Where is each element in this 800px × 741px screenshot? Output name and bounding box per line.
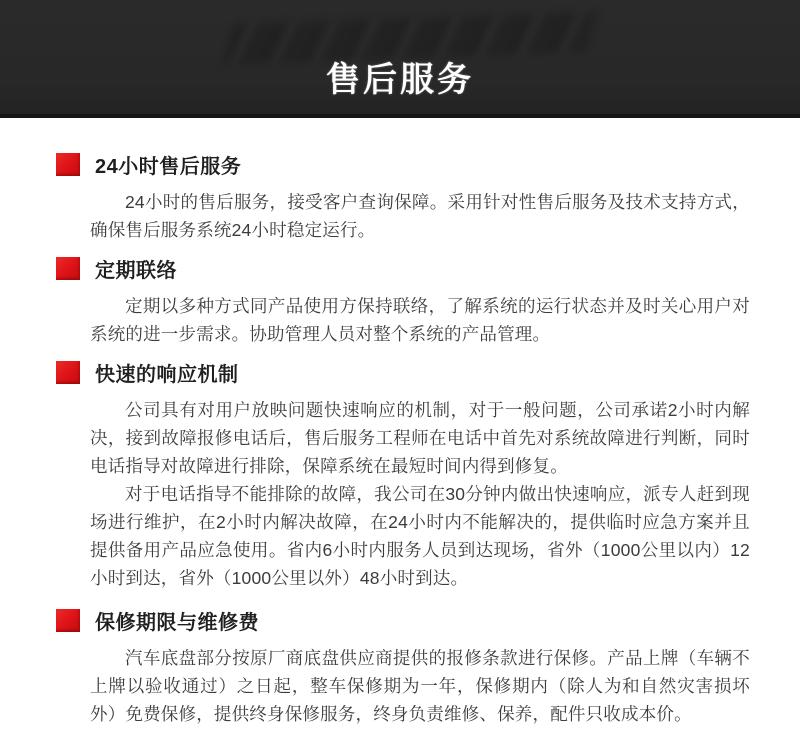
section-heading: 定期联络	[95, 260, 177, 282]
section-heading: 保修期限与维修费	[95, 612, 259, 634]
red-square-bullet-icon	[56, 257, 80, 280]
red-square-bullet-icon	[56, 153, 80, 176]
section-header	[0, 254, 800, 283]
section-paragraph: 对于电话指导不能排除的故障，我公司在30分钟内做出快速响应，派专人赶到现场进行维护，在2小时内解决故障，在24小时内不能解决的，提供临时应急方案并且提供备用产品应急使用。省内6小时内服务人员到达现场，省外（1000公里以内）12小时到达，省外（1000公里以外）48小时到达。	[90, 484, 750, 588]
page-title: 售后服务	[326, 61, 474, 99]
section-fast-response	[0, 358, 800, 592]
red-square-bullet-icon	[56, 361, 80, 384]
red-square-bullet-icon	[56, 609, 80, 632]
section-regular-contact	[0, 254, 800, 348]
section-heading: 快速的响应机制	[95, 364, 239, 386]
section-paragraph: 公司具有对用户放映问题快速响应的机制，对于一般问题，公司承诺2小时内解决，接到故障报修电话后，售后服务工程师在电话中首先对系统故障进行判断，同时电话指导对故障进行排除，保障系统在最短时间内得到修复。	[90, 400, 750, 476]
section-paragraph: 24小时的售后服务，接受客户查询保障。采用针对性售后服务及技术支持方式，确保售后服务系统24小时稳定运行。	[90, 192, 750, 240]
section-header	[0, 358, 800, 387]
section-header	[0, 606, 800, 635]
page-header-banner	[0, 0, 800, 118]
section-heading: 24小时售后服务	[95, 156, 242, 178]
section-24h-after-sales	[0, 150, 800, 244]
section-paragraph: 汽车底盘部分按原厂商底盘供应商提供的报修条款进行保修。产品上牌（车辆不上牌以验收通过）之日起，整车保修期为一年，保修期内（除人为和自然灾害损坏外）免费保修，提供终身保修服务，终身负责维修、保养，配件只收成本价。	[90, 648, 750, 724]
section-warranty-fees	[0, 606, 800, 728]
section-paragraph: 定期以多种方式同产品使用方保持联络，了解系统的运行状态并及时关心用户对系统的进一步需求。协助管理人员对整个系统的产品管理。	[90, 296, 750, 344]
content-area	[0, 118, 800, 728]
section-header	[0, 150, 800, 179]
